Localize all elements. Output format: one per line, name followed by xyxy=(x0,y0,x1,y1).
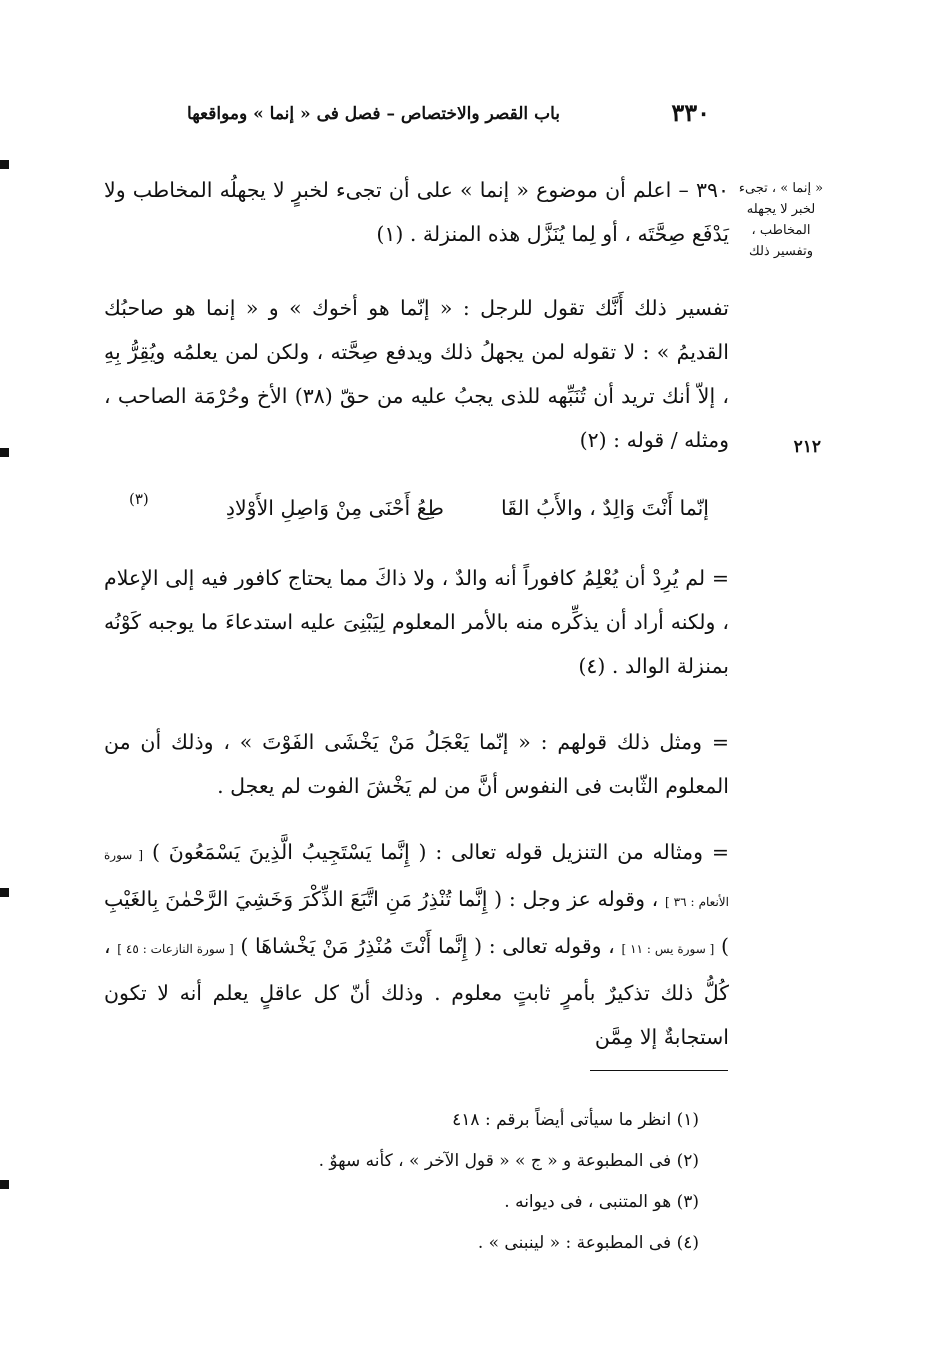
scan-edge-mark xyxy=(0,160,9,169)
paragraph-explanation xyxy=(104,286,729,462)
quran-quote-text: = ومثاله من التنزيل قوله تعالى : ( إِنَّما يَسْتَجِيبُ الَّذِينَ يَسْمَعُونَ ) xyxy=(151,840,729,864)
paragraph-390 xyxy=(104,168,729,256)
paragraph-text: ، كُلُّ ذلك تذكيرٌ بأمرٍ ثابتٍ معلوم . وذلك أنّ كل عاقلٍ يعلم أنه لا تكون استجابةٌ إلا مِمَّن xyxy=(104,934,729,1049)
footnote: (٢) فى المطبوعة و « ج » « قول الآخر » ، كأنه سهوٌ . xyxy=(318,1151,699,1171)
scan-edge-mark xyxy=(0,1180,9,1189)
margin-note: « إنما » ، تجىء لخبر لا يجهله المخاطب ، وتفسير ذلك xyxy=(738,181,824,259)
paragraph-kafur xyxy=(104,556,729,688)
margin-reference-number: ٢١٢ xyxy=(793,437,821,457)
sura-reference: [ سورة الأنعام : ٣٦ ] xyxy=(104,848,729,909)
scan-edge-mark xyxy=(0,448,9,457)
scan-edge-mark xyxy=(0,888,9,897)
footnote-divider xyxy=(590,1070,728,1071)
paragraph-text: تفسير ذلك أَنَّك تقول للرجل : « إنّما هو أخوك » و « إنما هو صاحبُك القديمُ » : لا تقوله لمن يجهلُ ذلك ويدفع صِحَّته ، ولكن لمن يعلمُه ويُقِرُّ بِهِ ، إلاّ أنك تريد أن تُنَبِّهه للذى يجبُ عليه من حقّ (٣٨) الأخ وحُرْمَة الصاحب ، ومثله / قوله : (٢) xyxy=(104,296,729,452)
sura-reference: [ سورة النازعات : ٤٥ ] xyxy=(117,942,234,956)
running-head xyxy=(150,98,710,132)
poetry-verse xyxy=(129,490,729,534)
paragraph-text: ٣٩٠ – اعلم أن موضوع « إنما » على أن تجىء لخبرٍ لا يجهلُه المخاطب ولا يَدْفَع صِحَّتَه ، أو لِما يُنَزَّل هذه المنزلة . (١) xyxy=(104,178,729,246)
paragraph-quran xyxy=(104,830,729,1059)
paragraph-proverb xyxy=(104,720,729,808)
sura-reference: [ سورة يس : ١١ ] xyxy=(621,942,715,956)
page-number: ٣٣٠ xyxy=(671,98,710,127)
paragraph-text: = لم يُرِدْ أن يُعْلِمُ كافوراً أنه والدٌ ، ولا ذاكَ مما يحتاج كافور فيه إلى الإعلام ، ولكنه أراد أن يذكِّره منه بالأمر المعلوم لِيَبْنِىَ عليه استدعاءَ ما يوجبه كَوْنُه بمنزلة الوالد . (٤) xyxy=(104,566,729,678)
footnote: (٣) هو المتنبى ، فى ديوانه . xyxy=(504,1192,699,1212)
chapter-title: باب القصر والاختصاص – فصل فى « إنما » ومواقعها xyxy=(187,104,560,124)
footnotes xyxy=(199,1100,699,1264)
footnote: (١) انظر ما سيأتى أيضاً برقم : ٤١٨ xyxy=(452,1110,699,1130)
verse-first-hemistich: إنّما أَنْتَ وَالِدٌ ، والأَبُ القَا xyxy=(501,496,709,520)
paragraph-text: = ومثل ذلك قولهم : « إنّما يَعْجَلُ مَنْ يَخْشَى الفَوْتَ » ، وذلك أن من المعلوم الثّابت فى النفوس أنَّ من لم يَخْشَ الفوت لم يعجل . xyxy=(104,730,729,798)
footnote: (٤) فى المطبوعة : « لينبنى » . xyxy=(477,1233,699,1253)
quran-quote-text: ، وقوله عز وجل : ( إِنَّما تُنْذِرُ مَنِ اتَّبَعَ الذِّكْرَ وَخَشِيَ الرَّحْمٰنَ بِالغَيْبِ ) xyxy=(104,887,729,958)
quran-quote-text: ، وقوله تعالى : ( إِنَّما أَنْتَ مُنْذِرُ مَنْ يَخْشاهَا ) xyxy=(240,934,615,958)
footnote-reference: (٣) xyxy=(129,490,149,508)
verse-second-hemistich: طِعُ أَحْنَى مِنْ وَاصِلِ الأَوْلادِ xyxy=(225,496,444,520)
